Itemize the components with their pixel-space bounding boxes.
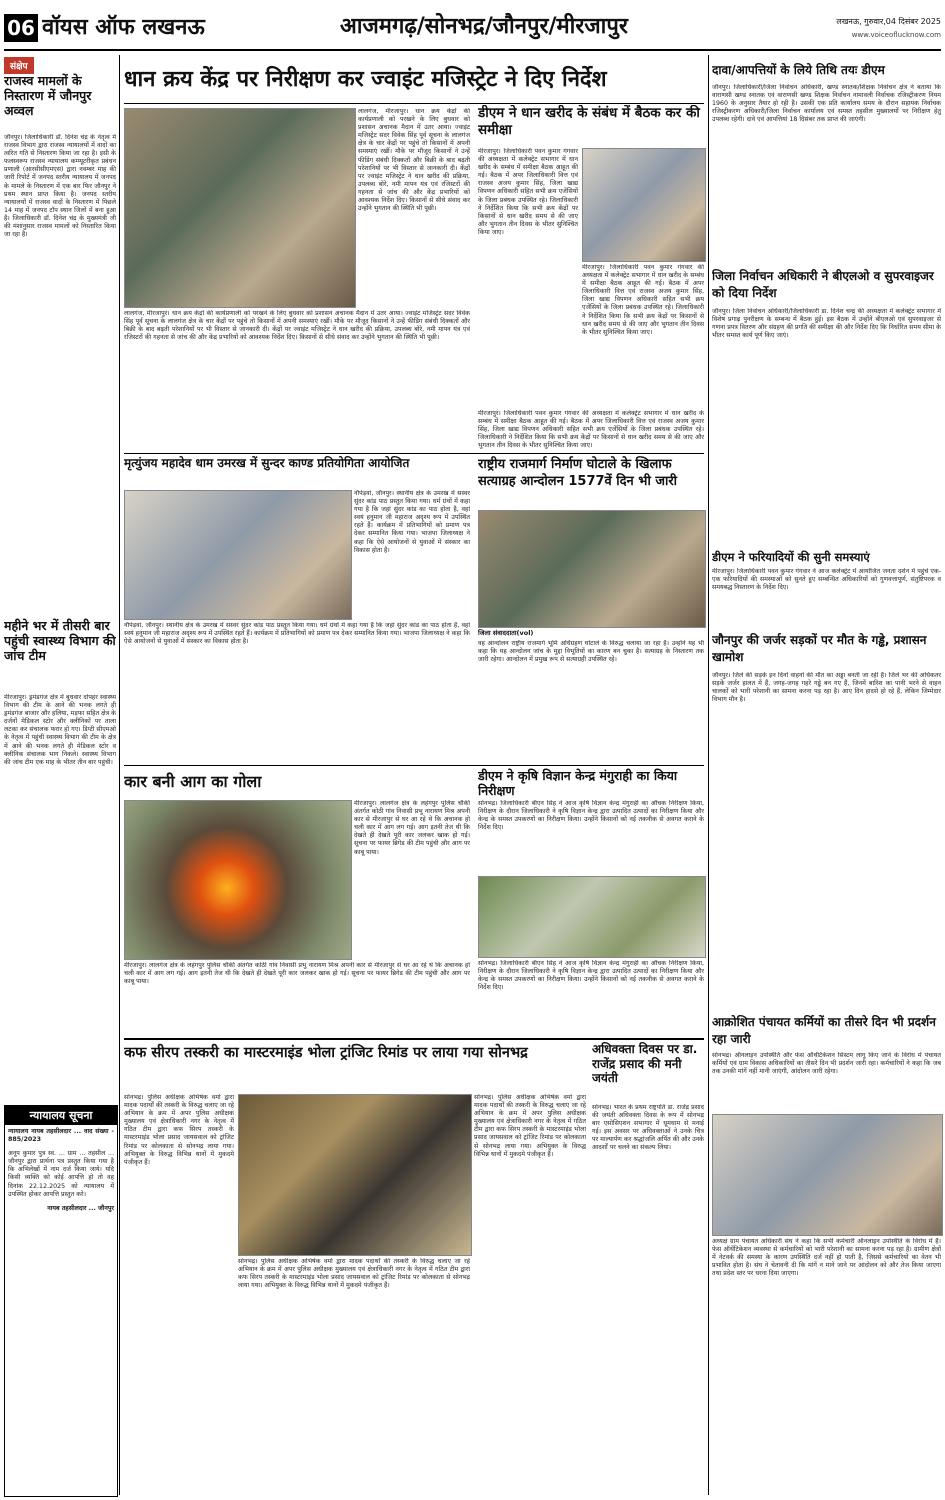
panchayat-body: सोनभद्र। ऑनलाइन उपस्थिति और फेस ऑथेंटिकेशन सिस्टम लागू किए जाने के विरोध में पंचायत कर्मियों एवं ग्राम विकास अधिकारियों का तीसरे दिन भी प्रदर्शन जारी रहा। कर्मचारियों ने कहा कि जब तक उनकी मांगें नहीं मानी जाएंगी, आंदोलन जारी रहेगा।	[712, 1052, 941, 1076]
cough-syrup-photo	[238, 1094, 472, 1256]
kvk-body-lower: सोनभद्र। जिलाधिकारी बीएन सिंह ने आज कृषि विज्ञान केन्द्र मंगुराही का औचक निरीक्षण किया, निरीक्षण के दौरान जिलाधिकारी ने कृषि विज्ञान केन्द्र द्वारा उत्पादित उत्पादों का निरीक्षण किया और केन्द्र के समस्त उपकरणों का निरीक्षण किया। उन्होंने किसानों को नई तकनीक से अवगत कराने के निर्देश दिए।	[478, 960, 704, 992]
car-fire-headline: कार बनी आग का गोला	[124, 772, 262, 791]
story-health-body: मीरजापुर। ड्रमंडगंज क्षेत्र में बुधवार दोपहर स्वास्थ्य विभाग की टीम के आने की भनक लगते ही ड्रमंडगंज बाजार और हलिया, मड़फा सहित क्षेत्र के दर्जनों मेडिकल स्टोर और क्लीनिकों पर ताला लटका कर संचालक फरार हो गए। डिप्टी सीएमओ के नेतृत्व में पहुंची स्वास्थ्य विभाग की टीम के क्षेत्र में आने की भनक लगते ही मेडिकल स्टोर व क्लीनिक संचालक भाग निकले। स्वास्थ्य विभाग की जांच टीम एक माह के भीतर तीन बार पहुंची।	[4, 694, 116, 766]
roads-body: जौनपुर। जिले की सड़कें इन दिनों वाहनों की मौत का अड्डा बनती जा रही हैं। जिले भर की अधिकतर सड़कें जर्जर हालत में हैं, जगह-जगह गहरे गड्ढे बन गए हैं, जिनमें बारिश का पानी भरने से वाहन चालकों को भारी परेशानी का सामना करना पड़ रहा है। आए दिन हादसे हो रहे हैं, लेकिन जिम्मेदार विभाग मौन है।	[712, 672, 941, 704]
blo-headline: जिला निर्वाचन अधिकारी ने बीएलओ व सुपरवाइजर को दिया निर्देश	[712, 269, 934, 300]
cough-syrup-body-right: सोनभद्र। पुलिस अधीक्षक अभिषेक वर्मा द्वारा मादक पदार्थों की तस्करी के विरुद्ध चलाए जा रहे अभियान के क्रम में अपर पुलिस अधीक्षक मुख्यालय एवं क्षेत्राधिकारी नगर के नेतृत्व में गठित टीम द्वारा कफ सिरप तस्करी के मास्टरमाइंड भोला प्रसाद जायसवाल को ट्रांजिट रिमांड पर कोलकाता से सोनभद्र लाया गया। अभियुक्त के विरुद्ध विभिन्न थानों में मुकदमे पंजीकृत हैं।	[474, 1094, 586, 1158]
lead-body-cont: लालगंज, मीरजापुर। धान क्रय केंद्रों की कार्यप्रणाली को परखने के लिए बुधवार को प्रशासन अचानक मैदान में उतर आया। ज्वाइंट मजिस्ट्रेट सदर विवेक सिंह पूर्व सूचना के लालगंज क्षेत्र के चार केंद्रों पर पहुंचे तो किसानों में अपनी समस्याएं रखीं। मौके पर मौजूद किसानों ने उन्हें फीडिंग संबंधी दिक्कतों और बिक्री के बाद बढ़ती परेशानियों पर भी विस्तार से जानकारी दी। केंद्रों पर ज्वाइंट मजिस्ट्रेट ने धान खरीद की प्रक्रिया, उपलब्ध बोरे, नमी मापन यंत्र एवं रजिस्टरों की गहनता से जांच की और केंद्र प्रभारियों को आवश्यक निर्देश दिए। किसानों से सीधे संवाद कर उन्होंने भुगतान की स्थिति भी पूछी।	[358, 108, 470, 213]
legal-notice-sign: नायब तहसीलदार ... जौनपुर	[47, 1204, 114, 1212]
section-tag: संक्षेप	[4, 57, 34, 74]
dm-meeting-headline: डीएम ने धान खरीद के संबंध में बैठक कर की समीक्षा	[478, 105, 700, 138]
objections-body: जौनपुर। जिलाधिकारी/जिला निर्वाचन अधिकारी, खण्ड स्नातक/शिक्षक निर्वाचन क्षेत्र ने बताया कि वाराणसी खण्ड स्नातक एवं वाराणसी खण्ड शिक्षक निर्वाचन नामावली निर्वाचक रजिस्ट्रीकरण नियम 1960 के अनुसार तैयार हो रही है। उसकी एक प्रति कार्यालय समय के दौरान सहायक निर्वाचक रजिस्ट्रीकरण अधिकारी/जिला निर्वाचन कार्यालय एवं समस्त तहसील मुख्यालयों पर निरीक्षण हेतु उपलब्ध रहेगी। दावे एवं आपत्तियां 18 दिसंबर तक प्राप्त की जाएंगी।	[712, 84, 941, 124]
rajendra-headline: अधिवक्ता दिवस पर डा. राजेंद्र प्रसाद की मनी जयंती	[592, 1042, 698, 1085]
lead-body: लालगंज, मीरजापुर। धान क्रय केंद्रों की कार्यप्रणाली को परखने के लिए बुधवार को प्रशासन अचानक मैदान में उतर आया। ज्वाइंट मजिस्ट्रेट सदर विवेक सिंह पूर्व सूचना के लालगंज क्षेत्र के चार केंद्रों पर पहुंचे तो किसानों में अपनी समस्याएं रखीं। मौके पर मौजूद किसानों ने उन्हें फीडिंग संबंधी दिक्कतों और बिक्री के बाद बढ़ती परेशानियों पर भी विस्तार से जानकारी दी। केंद्रों पर ज्वाइंट मजिस्ट्रेट ने धान खरीद की प्रक्रिया, उपलब्ध बोरे, नमी मापन यंत्र एवं रजिस्टरों की गहनता से जांच की और केंद्र प्रभारियों को आवश्यक निर्देश दिए। किसानों से सीधे संवाद कर उन्होंने भुगतान की स्थिति भी पूछी।	[124, 310, 470, 342]
story-health-headline: महीने भर में तीसरी बार पहुंची स्वास्थ्य विभाग की जांच टीम	[4, 618, 116, 663]
kvk-body: सोनभद्र। जिलाधिकारी बीएन सिंह ने आज कृषि विज्ञान केन्द्र मंगुराही का औचक निरीक्षण किया, निरीक्षण के दौरान जिलाधिकारी ने कृषि विज्ञान केन्द्र द्वारा उत्पादित उत्पादों का निरीक्षण किया और केन्द्र के समस्त उपकरणों का निरीक्षण किया। उन्होंने किसानों को नई तकनीक से अवगत कराने के निर्देश दिए।	[478, 800, 704, 832]
section-rule-1	[124, 453, 704, 454]
complaints-headline: डीएम ने फरियादियों की सुनी समस्याएं	[712, 550, 870, 564]
mahadev-photo	[124, 490, 352, 620]
dm-meeting-body-cont: मीरजापुर। जिलाधिकारी पवन कुमार गंगवार की अध्यक्षता में कलेक्ट्रेट सभागार में धान खरीद के सम्बंध में समीक्षा बैठक आहूत की गई। बैठक में अपर जिलाधिकारी वित्त एवं राजस्व अजय कुमार सिंह, जिला खाद्य विपणन अधिकारी सहित सभी क्रय एजेंसियों के जिला प्रबंधक उपस्थित रहे। जिलाधिकारी ने निर्देशित किया कि सभी क्रय केंद्रों पर किसानों से धान खरीद समय से की जाए और भुगतान तीन दिवस के भीतर सुनिश्चित किया जाए।	[582, 264, 704, 336]
objections-headline: दावा/आपत्तियों के लिये तिथि तयः डीएम	[712, 63, 885, 77]
car-fire-body-lower: मीरजापुर। लालगंज क्षेत्र के लहंगपुर पुलिस चौकी अंतर्गत कोठी गांव निवासी प्रभु नारायण मिश्र अपनी कार से मीरजापुर से घर आ रहे थे कि अचानक हो चली कार में आग लग गई। आग इतनी तेज थी कि देखते ही देखते पूरी कार जलकर खाक हो गई। सूचना पर फायर ब्रिगेड की टीम पहुंची और आग पर काबू पाया।	[124, 962, 470, 986]
dm-meeting-body: मीरजापुर। जिलाधिकारी पवन कुमार गंगवार की अध्यक्षता में कलेक्ट्रेट सभागार में धान खरीद के सम्बंध में समीक्षा बैठक आहूत की गई। बैठक में अपर जिलाधिकारी वित्त एवं राजस्व अजय कुमार सिंह, जिला खाद्य विपणन अधिकारी सहित सभी क्रय एजेंसियों के जिला प्रबंधक उपस्थित रहे। जिलाधिकारी ने निर्देशित किया कि सभी क्रय केंद्रों पर किसानों से धान खरीद समय से की जाए और भुगतान तीन दिवस के भीतर सुनिश्चित किया जाए।	[478, 148, 578, 236]
lead-rule	[124, 103, 704, 104]
lead-headline: धान क्रय केंद्र पर निरीक्षण कर ज्वाइंट मजिस्ट्रेट ने दिए निर्देश	[124, 67, 607, 92]
car-fire-body: मीरजापुर। लालगंज क्षेत्र के लहंगपुर पुलिस चौकी अंतर्गत कोठी गांव निवासी प्रभु नारायण मिश्र अपनी कार से मीरजापुर से घर आ रहे थे कि अचानक हो चली कार में आग लग गई। आग इतनी तेज थी कि देखते ही देखते पूरी कार जलकर खाक हो गई। सूचना पर फायर ब्रिगेड की टीम पहुंची और आग पर काबू पाया।	[354, 800, 470, 856]
website: www.voiceoflucknow.com	[851, 31, 941, 39]
satyagraha-headline: राष्ट्रीय राजमार्ग निर्माण घोटाले के खिलाफ सत्याग्रह आन्दोलन 1577वें दिन भी जारी	[478, 457, 678, 489]
satyagraha-body: वह आन्दोलन राष्ट्रीय राजमार्ग भूमि अधिग्रहण घोटाले के विरुद्ध चलाया जा रहा है। उन्होंने यह भी कहा कि यह आन्दोलन जांच के मुद्दा विभूतियों का कारण बन चुका है। सत्याग्रह के निस्तारण तक जारी रहेगा। आन्दोलन में प्रमुख रूप से सत्याग्रही उपस्थित रहे।	[478, 640, 704, 664]
mahadev-body: नौपेड़वां, जौनपुर। स्थानीय क्षेत्र के उमरख में सस्वर सुंदर कांड पाठ प्रस्तुत किया गया। धर्म ग्रंथों में कहा गया है कि जहां सुंदर कांड का पाठ होता है, वहां स्वयं हनुमान जी महाराज अदृश्य रूप में उपस्थित रहते हैं। कार्यक्रम में प्रतिभागियों को प्रमाण पत्र देकर सम्मानित किया गया। भाजपा जिलाध्यक्ष ने कहा कि ऐसे आयोजनों से युवाओं में संस्कार का विकास होता है।	[124, 622, 470, 646]
cough-syrup-body: सोनभद्र। पुलिस अधीक्षक अभिषेक वर्मा द्वारा मादक पदार्थों की तस्करी के विरुद्ध चलाए जा रहे अभियान के क्रम में अपर पुलिस अधीक्षक मुख्यालय एवं क्षेत्राधिकारी नगर के नेतृत्व में गठित टीम द्वारा कफ सिरप तस्करी के मास्टरमाइंड भोला प्रसाद जायसवाल को ट्रांजिट रिमांड पर कोलकाता से सोनभद्र लाया गया। अभियुक्त के विरुद्ध विभिन्न थानों में मुकदमे पंजीकृत हैं।	[124, 1094, 234, 1166]
masthead	[0, 0, 945, 60]
satyagraha-caption: जिला संवाददाता(vol)	[478, 629, 534, 637]
story-revenue-headline: राजस्व मामलों के निस्तारण में जौनपुर अव्वल	[4, 73, 92, 118]
satyagraha-photo	[478, 510, 706, 628]
region-title: आजमगढ़/सोनभद्र/जौनपुर/मीरजापुर	[340, 14, 628, 39]
lead-photo	[124, 108, 356, 308]
section-rule-3	[124, 1038, 704, 1040]
complaints-body: मीरजापुर। जिलाधिकारी पवन कुमार गंगवार ने आज कलेक्ट्रेट में आयोजित जनता दर्शन में पहुंचे एक-एक फरियादियों की समस्याओं को सुनते हुए सम्बन्धित अधिकारियों को गुणवत्तापूर्ण, संतुष्टिपरक व समयबद्ध निस्तारण के निर्देश दिए।	[712, 568, 941, 592]
rajendra-body: सोनभद्र। भारत के प्रथम राष्ट्रपति डा. राजेंद्र प्रसाद की जयंती अधिवक्ता दिवस के रूप में सोनभद्र बार एसोसिएशन सभागार में धूमधाम से मनाई गई। इस अवसर पर अधिवक्ताओं ने उनके चित्र पर माल्यार्पण कर श्रद्धांजलि अर्पित की और उनके आदर्शों पर चलने का संकल्प लिया।	[592, 1104, 704, 1152]
cough-syrup-headline: कफ सीरप तस्करी का मास्टरमाइंड भोला ट्रांजिट रिमांड पर लाया गया सोनभद्र	[124, 1045, 528, 1061]
legal-notice-body: अनूप कुमार पुत्र स्व. ... ग्राम ... तहसील ... जौनपुर द्वारा प्रार्थना पत्र प्रस्तुत किया गया है कि अभिलेखों में नाम दर्ज किया जाये। यदि किसी व्यक्ति को कोई आपत्ति हो तो वह दिनांक 22.12.2025 को न्यायालय में उपस्थित होकर आपत्ति प्रस्तुत करे।	[8, 1150, 114, 1198]
cough-syrup-body-cont: सोनभद्र। पुलिस अधीक्षक अभिषेक वर्मा द्वारा मादक पदार्थों की तस्करी के विरुद्ध चलाए जा रहे अभियान के क्रम में अपर पुलिस अधीक्षक मुख्यालय एवं क्षेत्राधिकारी नगर के नेतृत्व में गठित टीम द्वारा कफ सिरप तस्करी के मास्टरमाइंड भोला प्रसाद जायसवाल को ट्रांजिट रिमांड पर कोलकाता से सोनभद्र लाया गया। अभियुक्त के विरुद्ध विभिन्न थानों में मुकदमे पंजीकृत हैं।	[238, 1258, 470, 1290]
kvk-photo	[478, 876, 706, 958]
dm-meeting-photo	[582, 148, 706, 262]
legal-notice-title: न्यायालय सूचना	[5, 1106, 117, 1125]
date-line: लखनऊ, गुरुवार,04 दिसंबर 2025	[836, 17, 941, 26]
col-divider-right	[708, 55, 709, 1495]
dm-meeting-body-lower: मीरजापुर। जिलाधिकारी पवन कुमार गंगवार की अध्यक्षता में कलेक्ट्रेट सभागार में धान खरीद के सम्बंध में समीक्षा बैठक आहूत की गई। बैठक में अपर जिलाधिकारी वित्त एवं राजस्व अजय कुमार सिंह, जिला खाद्य विपणन अधिकारी सहित सभी क्रय एजेंसियों के जिला प्रबंधक उपस्थित रहे। जिलाधिकारी ने निर्देशित किया कि सभी क्रय केंद्रों पर किसानों से धान खरीद समय से की जाए और भुगतान तीन दिवस के भीतर सुनिश्चित किया जाए।	[478, 410, 704, 450]
roads-headline: जौनपुर की जर्जर सड़कों पर मौत के गड्ढे, प्रशासन खामोश	[712, 633, 927, 664]
panchayat-headline: आक्रोशित पंचायत कर्मियों का तीसरे दिन भी प्रदर्शन रहा जारी	[712, 1015, 936, 1046]
kvk-headline: डीएम ने कृषि विज्ञान केन्द्र मंगुराही का किया निरीक्षण	[478, 768, 678, 798]
panchayat-body-lower: अध्यक्ष ग्राम पंचायत अधिकारी संघ ने कहा कि सभी कर्मचारी ऑनलाइन उपस्थिति के विरोध में हैं। फेस ऑथेंटिकेशन व्यवस्था से कर्मचारियों को भारी परेशानी का सामना करना पड़ रहा है। ग्रामीण क्षेत्रों में नेटवर्क की समस्या के कारण उपस्थिति दर्ज नहीं हो पाती है, जिससे कर्मचारियों का वेतन भी प्रभावित होता है। संघ ने चेतावनी दी कि मांगें न माने जाने पर आंदोलन को और तेज किया जाएगा तथा प्रदेश स्तर पर धरना दिया जाएगा।	[712, 1238, 941, 1278]
page-number: 06	[4, 14, 38, 42]
legal-notice-case: न्यायालय नायब तहसीलदार ... वाद संख्या - 885/2023	[8, 1128, 114, 1144]
car-fire-photo	[124, 800, 352, 960]
panchayat-photo	[712, 1114, 943, 1236]
mahadev-body-cont: नौपेड़वां, जौनपुर। स्थानीय क्षेत्र के उमरख में सस्वर सुंदर कांड पाठ प्रस्तुत किया गया। धर्म ग्रंथों में कहा गया है कि जहां सुंदर कांड का पाठ होता है, वहां स्वयं हनुमान जी महाराज अदृश्य रूप में उपस्थित रहते हैं। कार्यक्रम में प्रतिभागियों को प्रमाण पत्र देकर सम्मानित किया गया। भाजपा जिलाध्यक्ष ने कहा कि ऐसे आयोजनों से युवाओं में संस्कार का विकास होता है।	[354, 490, 470, 554]
blo-body: जौनपुर। जिला निर्वाचन अधिकारी/जिलाधिकारी डा. दिनेश चन्द्र की अध्यक्षता में कलेक्ट्रेट सभागार में विशेष प्रगाढ़ पुनरीक्षण के सम्बन्ध में बैठक हुई। इस बैठक में उन्होंने बीएलओ एवं सुपरवाइजर से गणना प्रपत्र वितरण और संग्रहण की प्रगति की समीक्षा की और निर्देश दिए कि निर्धारित समय सीमा के भीतर समस्त कार्य पूर्ण किए जाएं।	[712, 308, 941, 340]
story-revenue-body: जौनपुर। जिलाधिकारी डॉ. दिनेश चंद्र के नेतृत्व में राजस्व विभाग द्वारा राजस्व न्यायालयों में वादों का त्वरित गति से निस्तारण किया जा रहा है। इसी के फलस्वरूप राजस्व न्यायालय कम्प्यूटरीकृत प्रबंधन प्रणाली (आरसीसीएमएस) द्वारा नवम्बर माह की जारी रिपोर्ट में जनपद स्तरीय न्यायालय में जनपद के मामले के निस्तारण में एक बार फिर जौनपुर ने प्रथम स्थान प्राप्त किया है। जनपद स्तरीय न्यायालयों में राजस्व वादों के निस्तारण में पिछले 14 माह में जनपद टॉप स्थान जिलों में बना हुआ है। जिलाधिकारी डॉ. दिनेश चंद्र के मुख्यमंत्री जी की मंशानुसार राजस्व मामलों को निस्तारित किया जा रहा है।	[4, 134, 116, 239]
masthead-rule	[4, 49, 941, 51]
legal-notice	[4, 1105, 118, 1497]
paper-name: वॉयस ऑफ लखनऊ	[42, 15, 205, 40]
section-rule-2	[124, 765, 704, 766]
mahadev-headline: मृत्युंजय महादेव धाम उमरख में सुन्दर काण्ड प्रतियोगिता आयोजित	[124, 456, 410, 470]
col-divider-left	[119, 55, 120, 1495]
